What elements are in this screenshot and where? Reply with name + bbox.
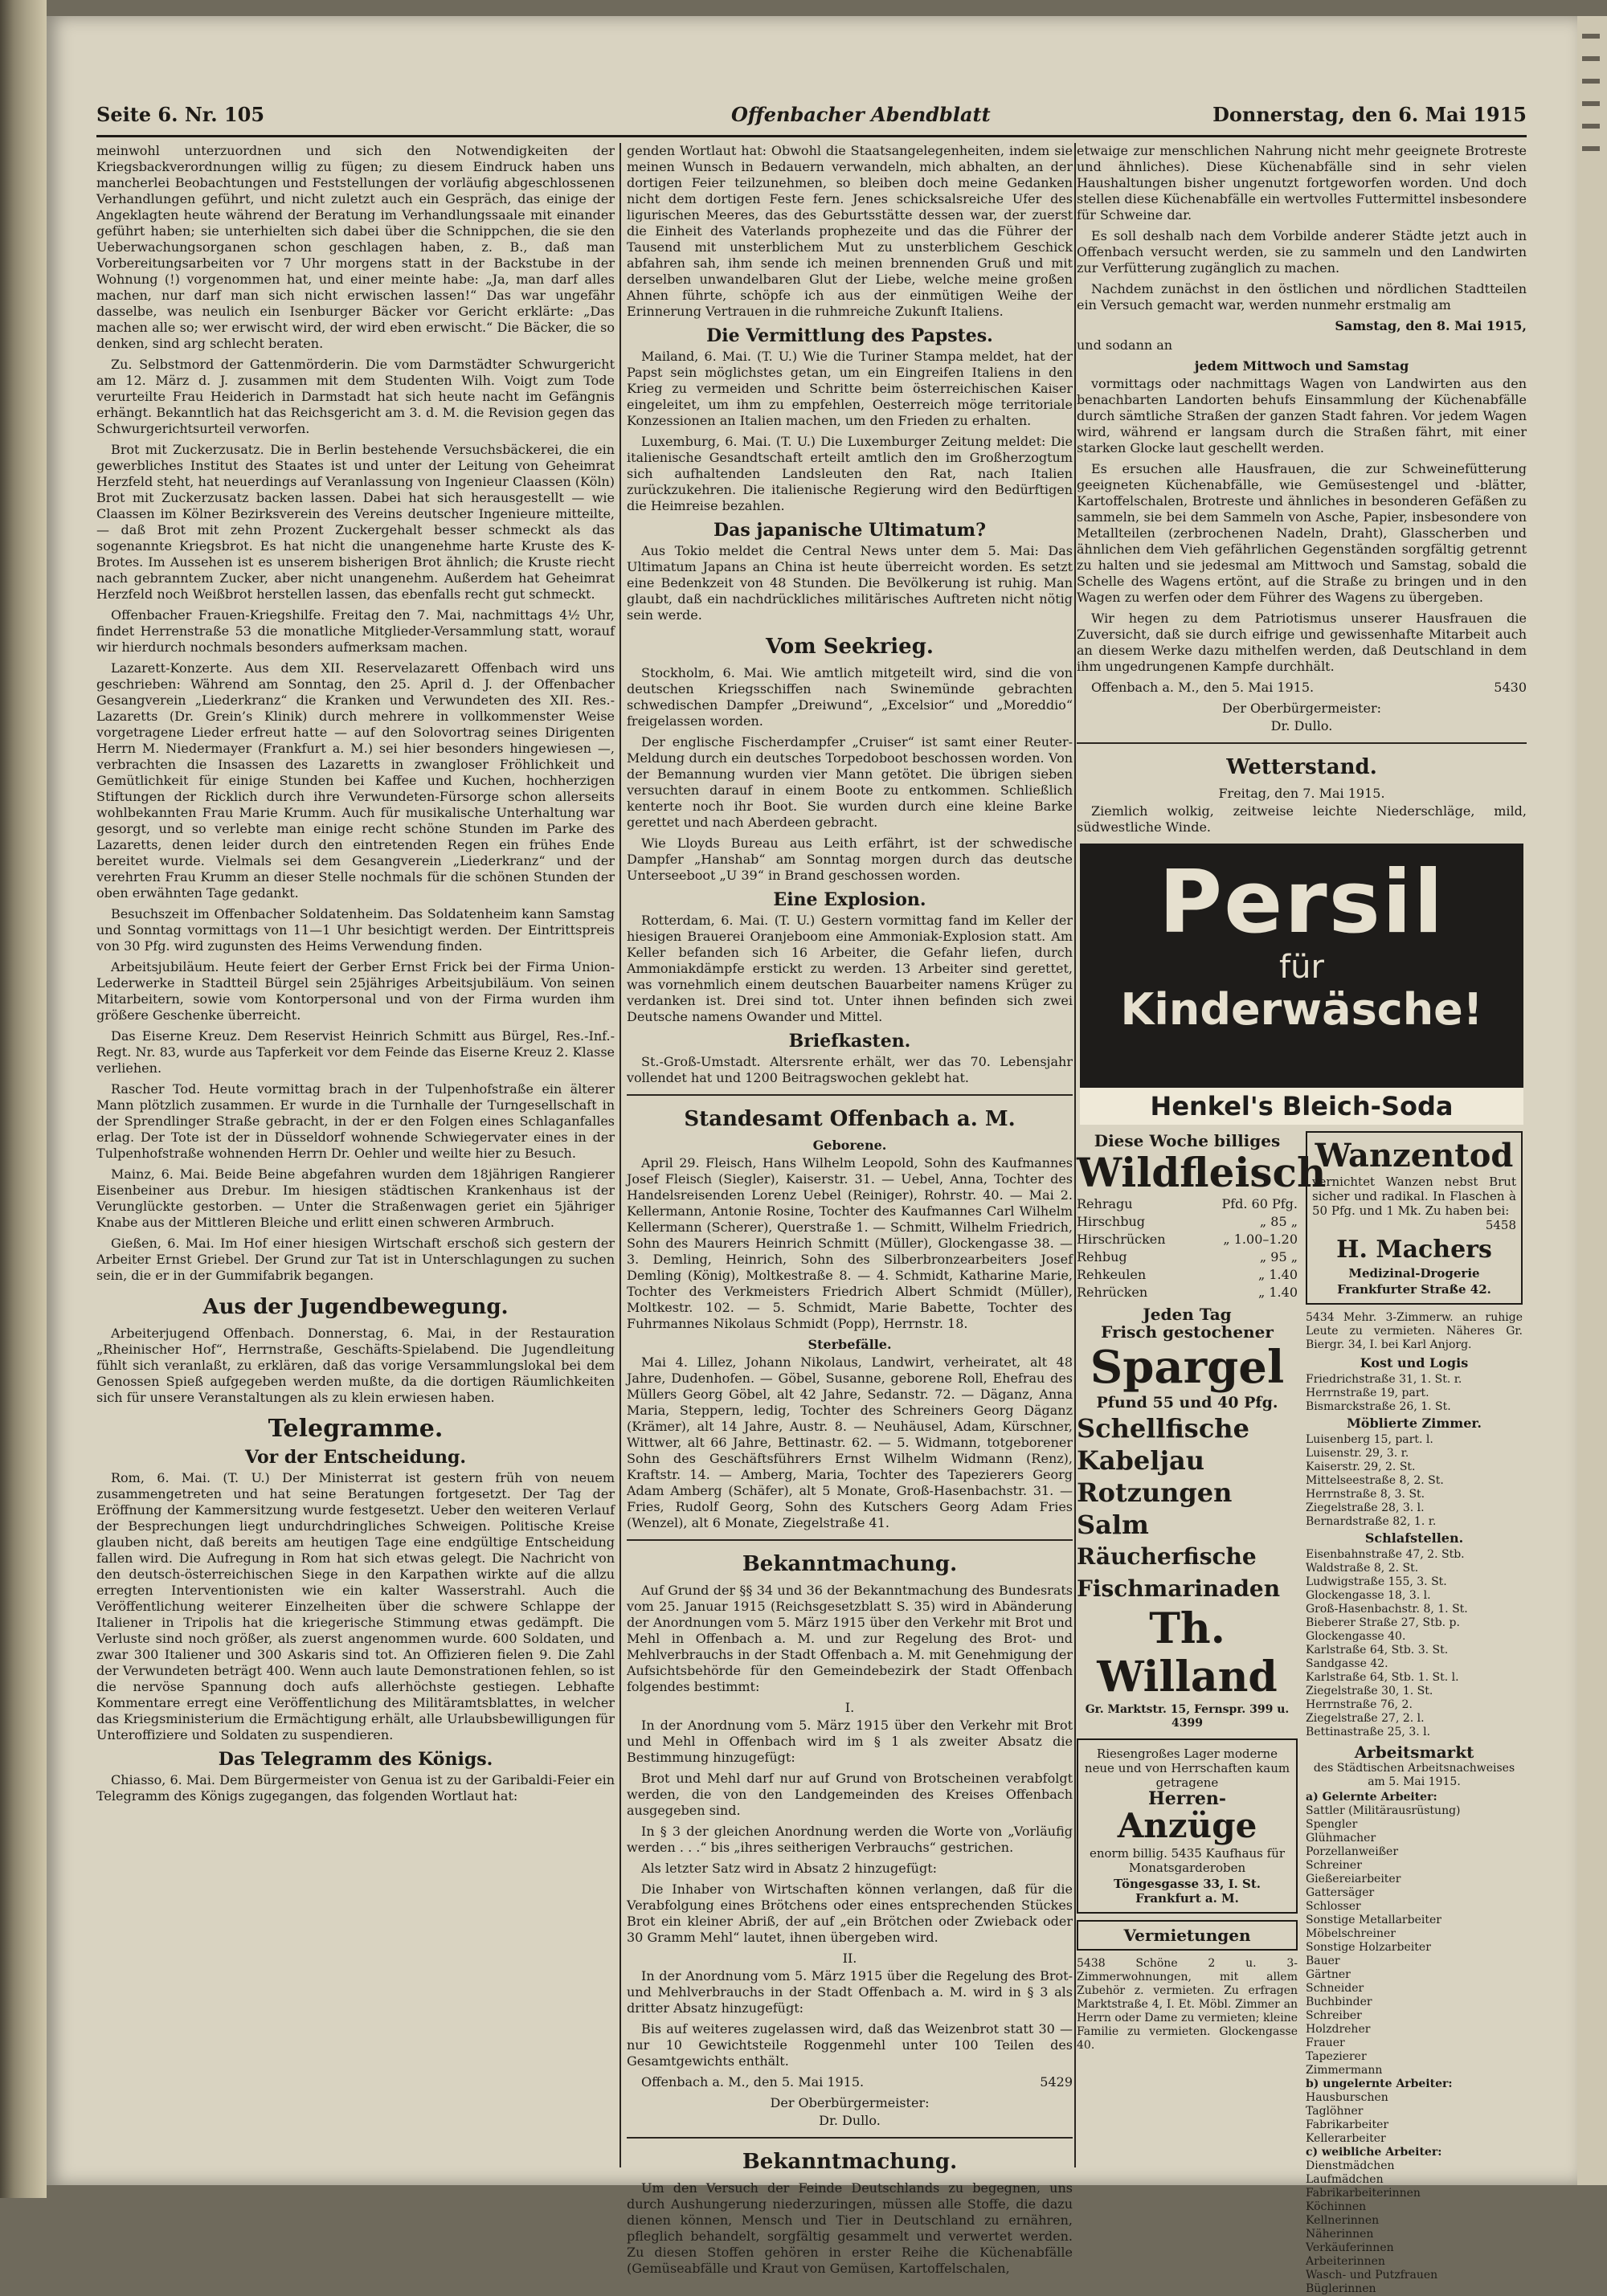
- notice-date: Offenbach a. M., den 5. Mai 1915. 5430: [1091, 680, 1527, 695]
- page-number: Seite 6. Nr. 105: [96, 103, 265, 126]
- article-heading: Briefkasten.: [788, 1031, 911, 1052]
- job-item: Verkäuferinnen: [1306, 2241, 1394, 2254]
- weather-heading: Wetterstand.: [1226, 755, 1377, 779]
- notice-text: Es ersuchen alle Hausfrauen, die zur Schweinefütterung geeigneten Küchenabfälle, wie Gemüsestengel und -blätter, Kartoffelschalen, Brotreste und ähnliches in besonderen Gefäßen zu sammeln, sie bei dem Sammeln von Asche, Papier, insbesondere von Metallteilen (zerbrochenen Nadeln, Draht), Glasscherben und ähnlichen dem Vieh gefährlichen Gegenständen sorgfältig getrennt zu halten und sie jedesmal am Mittwoch und Samstag, sobald die Schelle des Wagens ertönt, auf die Straße zu bringen und in den Wagen zu werfen oder dem Führer des Wagens zu übergeben.: [1077, 461, 1527, 605]
- article-text: Zu. Selbstmord der Gattenmörderin. Die vom Darmstädter Schwurgericht am 12. März d. J. zusammen mit dem Studenten Wilh. Voigt zum Tode verurteilte Frau Heiderich in Darmstadt hat sich heute nacht im Gefängnis erhängt. Bekanntlich hat das Reichsgericht am 3. d. M. die Revision gegen das Schwurgerichtsurteil verworfen.: [96, 357, 615, 436]
- article-text: Chiasso, 6. Mai. Dem Bürgermeister von Genua ist zu der Garibaldi-Feier ein Telegramm des Königs zugegangen, das folgenden Wortlaut hat:: [96, 1772, 615, 1804]
- vermietungen-heading: Vermietungen: [1123, 1926, 1251, 1945]
- column-left: [96, 143, 615, 2175]
- job-item: Sonstige Metallarbeiter: [1306, 1914, 1441, 1926]
- notice-text: Nachdem zunächst in den östlichen und nördlichen Stadtteilen ein Versuch gemacht war, werden nunmehr erstmalig am: [1077, 281, 1527, 313]
- job-category: b) ungelernte Arbeiter:: [1306, 2077, 1453, 2090]
- article-text: Rom, 6. Mai. (T. U.) Der Ministerrat ist gestern früh von neuem zusammengetreten und hat seine Beratungen fortgesetzt. Der Tag der Eröffnung der Kammersitzung wurde festgesetzt. Ueber den weiteren Verlauf der Besprechungen liegt undurchdringliches Schweigen. Politische Kreise glauben nicht, daß bereits am heutigen Tage eine endgültige Entscheidung fallen wird. Die Aufregung in Rom hat sich etwas gelegt. Die Nachricht von den deutsch-österreichischen Siege in den Karpathen wirkte auf die allzu erregten Interventionisten wie ein kalter Wasserstrahl. Auch die Veröffentlichung weiterer Einzelheiten über die schwere Schlappe der Italiener in Tripolis hat die kriegerische Stimmung etwas gedämpft. Die Verluste sind noch größer, als zuerst angenommen wurde. 600 Soldaten, und zwar 300 Italiener und 300 Askaris sind tot. An Offizieren fielen 9. Die Zahl der Verwundeten beträgt 400. Wenn auch laute Demonstrationen fehlen, so ist die nervöse Spannung doch aufs allerhöchste gestiegen. Lebhafte Kommentare erregt eine Veröffentlichung des Militäramtsblattes, in welcher das Kriegsministerium die Ermächtigung erhält, alle Urlaubsbewilligungen für Unteroffiziere und Soldaten zu suspendieren.: [96, 1470, 615, 1742]
- spargel-price: Pfund 55 und 40 Pfg.: [1096, 1394, 1278, 1412]
- article-text: Rascher Tod. Heute vormittag brach in der Tulpenhofstraße ein älterer Mann plötzlich zusammen. Er wurde in die Turnhalle der Turngesellschaft in der Sprendlinger Straße gebracht, in der er den Folgen eines Schlaganfalles erlag. Der Tote ist der in Düsseldorf wohnende Schwiegervater eines in der Tulpenhofstraße wohnenden Herrn Dr. Oehler und weilte hier zu Besuch.: [96, 1081, 615, 1161]
- anzuege-text: enorm billig. 5435 Kaufhaus für Monatsgarderoben: [1089, 1846, 1286, 1875]
- job-item: Zimmermann: [1306, 2064, 1383, 2077]
- anzuege-ad: [1077, 1738, 1298, 1914]
- classified-item: Ziegelstraße 28, 3. l.: [1306, 1501, 1425, 1514]
- classified-item: Herrnstraße 8, 3. St.: [1306, 1488, 1425, 1501]
- wild-ad-title: Wildfleisch: [1077, 1149, 1327, 1196]
- article-text: Mailand, 6. Mai. (T. U.) Wie die Turiner Stampa meldet, hat der Papst sein möglichstes getan, um ein Eingreifen Italiens in den Krieg zu vermeiden und Schritte beim österreichischen Kaiser eingeleitet, um ihm zu empfehlen, Oesterreich möge territoriale Konzessionen an Italien machen, um den Frieden zu erhalten.: [627, 349, 1073, 428]
- classified-item: Herrnstraße 76, 2.: [1306, 1698, 1413, 1711]
- price-row: Rehbug „ 95 „: [1077, 1249, 1298, 1264]
- classified-item: Ludwigstraße 155, 3. St.: [1306, 1575, 1447, 1588]
- job-item: Porzellanweißer: [1306, 1845, 1399, 1858]
- price-row: Rehkeulen „ 1.40: [1077, 1267, 1298, 1282]
- wild-price-list: [1077, 1195, 1298, 1301]
- classified-item: Glockengasse 18, 3. l.: [1306, 1589, 1431, 1602]
- job-item: Taglöhner: [1306, 2105, 1364, 2118]
- page-header: [96, 103, 1527, 135]
- notice-text: Um den Versuch der Feinde Deutschlands zu begegnen, uns durch Aushungerung niederzuringen, müssen alle Stoffe, die dazu dienen können, Mensch und Tier in Deutschland zu ernähren, pfleglich behandelt, sorgfältig gesammelt und verwertet werden. Zu diesen Stoffen gehören in erster Reihe die Küchenabfälle (Gemüseabfälle und Kraut von Gemüsen, Kartoffelschalen,: [627, 2180, 1073, 2276]
- header-rule: [96, 135, 1527, 137]
- price-row: Rehrücken „ 1.40: [1077, 1285, 1298, 1300]
- classified-item: Mittelseestraße 8, 2. St.: [1306, 1474, 1444, 1487]
- section-rule: [627, 2137, 1073, 2139]
- article-text: Arbeitsjubiläum. Heute feiert der Gerber Ernst Frick bei der Firma Union-Lederwerke in Stadtteil Bürgel sein 25jähriges Arbeitsjubiläum. Von seinen Mitarbeitern, sowie vom Kontorpersonal und von der Firma wurden ihm größere Geschenke überreicht.: [96, 959, 615, 1023]
- signature-name: Dr. Dullo.: [1270, 718, 1333, 733]
- fish-item: Kabeljau: [1077, 1445, 1205, 1476]
- classified-item: Karlstraße 64, Stb. 1. St. l.: [1306, 1671, 1459, 1684]
- notice-text: Als letzter Satz wird in Absatz 2 hinzugefügt:: [641, 1861, 938, 1876]
- article-text: Wie Lloyds Bureau aus Leith erfährt, ist der schwedische Dampfer „Hanshab“ am Sonntag morgen durch das deutsche Unterseeboot „U 39“ in Brand geschossen worden.: [627, 835, 1073, 883]
- roman-numeral: I.: [844, 1700, 855, 1715]
- classified-item: Ziegelstraße 27, 2. l.: [1306, 1712, 1425, 1725]
- article-text: Arbeiterjugend Offenbach. Donnerstag, 6. Mai, in der Restauration „Rheinischer Hof“, Herrnstraße, Geschäfts-Spielabend. Die Jugendleitung fühlt sich veranlaßt, zu erklären, daß das vorige Versammlungslokal bei dem Genossen Spieß aufgegeben werden mußte, da die dortigen Räumlichkeiten sich für unsere Veranstaltungen als zu klein erwiesen haben.: [96, 1326, 615, 1405]
- article-text: Luxemburg, 6. Mai. (T. U.) Die Luxemburger Zeitung meldet: Die italienische Gesandtschaft erteilt amtlich den im Großherzogtum sich aufhaltenden Landsleuten den Rat, nach Italien zurückzukehren. Die italienische Regierung wird den Bedürftigen die Heimreise bezahlen.: [627, 434, 1073, 513]
- notice-text: In der Anordnung vom 5. März 1915 über die Regelung des Brot- und Mehlverbrauchs in der Stadt Offenbach a. M. wird in § 3 als dritter Absatz hinzugefügt:: [627, 1968, 1073, 2016]
- classified-item: Groß-Hasenbachstr. 8, 1. St.: [1306, 1603, 1468, 1616]
- job-item: Wasch- und Putzfrauen: [1306, 2269, 1438, 2282]
- notice-text: Brot und Mehl darf nur auf Grund von Brotscheinen verabfolgt werden, die von den Landgemeinden des Kreises Offenbach ausgegeben sind.: [627, 1771, 1073, 1818]
- notice-text: vormittags oder nachmittags Wagen von Landwirten aus den benachbarten Landorten behufs Einsammlung der Küchenabfälle durch sämtliche Straßen der ganzen Stadt fahren. Vor jedem Wagen wird, während er langsam durch die Straßen fährt, mit einer starken Glocke laut geschellt werden.: [1077, 376, 1527, 456]
- job-item: Arbeiterinnen: [1306, 2255, 1385, 2268]
- job-item: Kellerarbeiter: [1306, 2132, 1386, 2145]
- column-divider: [619, 143, 621, 2167]
- persil-for: für: [1279, 949, 1324, 986]
- article-text: Der englische Fischerdampfer „Cruiser“ ist samt einer Reuter-Meldung durch ein deutsches Torpedoboot beschossen worden. Von der Bemannung wurden vier Mann getötet. Die übrigen sieben versuchten darauf in einem Boote zu entkommen. Schließlich kenterte noch ihr Boot. Sie wurden durch eine kleine Barke gerettet und nach Aberdeen gebracht.: [627, 734, 1073, 830]
- weather-date: Freitag, den 7. Mai 1915.: [1218, 786, 1385, 801]
- weather-text: Ziemlich wolkig, zeitweise leichte Niederschläge, mild, südwestliche Winde.: [1077, 803, 1527, 835]
- signature-title: Der Oberbürgermeister:: [770, 2095, 930, 2110]
- ad-number: 5458: [1485, 1218, 1516, 1232]
- article-heading: Das Telegramm des Königs.: [218, 1749, 493, 1770]
- notice-text: In der Anordnung vom 5. März 1915 über den Verkehr mit Brot und Mehl in Offenbach wird im § 1 als zweiter Absatz die Bestimmung hinzugefügt:: [627, 1718, 1073, 1765]
- anzuege-title: Anzüge: [1117, 1806, 1257, 1845]
- job-item: Tapezierer: [1306, 2050, 1367, 2063]
- register-entries: Mai 4. Lillez, Johann Nikolaus, Landwirt, verheiratet, alt 48 Jahre, Dudenhofen. — Göbel, Susanne, geborene Roll, Ehefrau des Müllers Georg Göbel, alt 42 Jahre, Sedanstr. 72. — Däganz, Anna Maria, Steppern, ledig, Tochter des Schreiners Georg Däganz (Krämer), alt 14 Jahre, Austr. 8. — Neuhäusel, Adam, Kürschner, Wittwer, alt 66 Jahre, Bettinastr. 62. — 5. Widmann, totgeborener Sohn des Geschäftsführers Ernst Wilhelm Widmann (Renz), Kraftstr. 14. — Amberg, Maria, Tochter des Tapezierers Georg Adam Amberg (Schäfer), alt 5 Monate, Groß-Hasenbachstr. 31. — Fries, Rudolf Georg, Sohn des Kutschers Georg Adam Fries (Wenzel), alt 6 Monate, Ziegelstraße 41.: [627, 1354, 1073, 1530]
- register-entries: April 29. Fleisch, Hans Wilhelm Leopold, Sohn des Kaufmannes Josef Fleisch (Siegler), Kaiserstr. 31. — Uebel, Anna, Tochter des Handelsreisenden Lorenz Uebel (Reiniger), Rohrstr. 40. — Mai 2. Kellermann, Antonie Rosine, Tochter des Kaufmannes Carl Wilhelm Kellermann (Scherer), Querstraße 1. — Schmitt, Wilhelm Friedrich, Sohn des Maurers Heinrich Schmitt (Müller), Glockengasse 38. — 3. Demling, Heinrich, Sohn des Silberbronzearbeiters Josef Demling (König), Moltkestraße 8. — 4. Schmidt, Katharine Marie, Tochter des Verkmeisters Friedrich Albert Schmidt (Müller), Moltkestr. 102. — 5. Schmidt, Marie Babette, Tochter des Fuhrmannes Nikolaus Schmidt (Popp), Herrnstr. 18.: [627, 1155, 1073, 1331]
- job-item: Schreiber: [1306, 2009, 1362, 2022]
- classified-item: Luisenberg 15, part. l.: [1306, 1433, 1433, 1446]
- price-row: Hirschbug „ 85 „: [1077, 1214, 1298, 1229]
- job-item: Gärtner: [1306, 1968, 1351, 1981]
- article-text: meinwohl unterzuordnen und sich den Notwendigkeiten der Kriegsbackverordnungen willig zu fügen; zu diesem Eindruck haben uns mancherlei Beobachtungen und Feststellungen der vorläufig abgeschlossenen Verhandlungen geführt, und nicht zuletzt auch ein Gespräch, das einige der Angeklagten heute während der Beratung im Verhandlungssaale mit einander geführt haben; sie unterhielten sich dabei über die Schnippchen, die sie den Ueberwachungsorganen schon geschlagen haben, z. B., daß man Vorbereitungsarbeiten vor 7 Uhr morgens statt in der Backstube in der Wohnung (!) vorgenommen hat, und einer meinte habe: „Ja, man darf alles machen, nur darf man sich nicht erwischen lassen!“ Das war ungefähr dasselbe, was neulich ein Isenburger Bäcker vor Gericht erklärte: „Das machen alle so; wer erwischt wird, der wird eben erwischt.“ Die Bäcker, die so denken, sind arg schlecht beraten.: [96, 143, 615, 351]
- classified-text: 5438 Schöne 2 u. 3-Zimmerwohnungen, mit allem Zubehör z. vermieten. Zu erfragen Marktstraße 4, I. Et. Möbl. Zimmer an Herrn oder Dame zu vermieten; kleine Familie zu vermieten. Glockengasse 40.: [1077, 1957, 1298, 2052]
- job-item: Dienstmädchen: [1306, 2159, 1395, 2172]
- job-item: Hausburschen: [1306, 2091, 1388, 2104]
- section-heading: Aus der Jugendbewegung.: [202, 1295, 509, 1319]
- article-text: Besuchszeit im Offenbacher Soldatenheim. Das Soldatenheim kann Samstag und Sonntag vormittags von 11—1 Uhr besichtigt werden. Der Eintrittspreis von 30 Pfg. wird zugunsten des Heims Verwendung finden.: [96, 906, 615, 954]
- notice-text: Wir hegen zu dem Patriotismus unserer Hausfrauen die Zuversicht, daß sie durch eifrige und gewissenhafte Mitarbeit auch an diesem Werke dazu mithelfen werden, daß Deutschland in dem ihm ungedrungenen Kampfe durchhält.: [1077, 611, 1527, 674]
- willand-name: Th. Willand: [1097, 1604, 1278, 1702]
- spargel-ad-top: Jeden Tag: [1143, 1305, 1232, 1324]
- notice-text: und sodann an: [1077, 337, 1173, 353]
- notice-date-emphasis: Samstag, den 8. Mai 1915,: [1335, 318, 1527, 333]
- job-item: Spengler: [1306, 1818, 1358, 1831]
- adjacent-page-edge: [1577, 16, 1607, 2185]
- machers-address: Frankfurter Straße 42.: [1337, 1282, 1491, 1297]
- article-heading: Vor der Entscheidung.: [244, 1447, 467, 1468]
- section-heading: Standesamt Offenbach a. M.: [684, 1107, 1016, 1131]
- notice-heading: Bekanntmachung.: [742, 1552, 958, 1576]
- section-rule: [627, 1539, 1073, 1541]
- article-heading: Eine Explosion.: [773, 889, 926, 910]
- classified-item: Bieberer Straße 27, Stb. p.: [1306, 1616, 1460, 1629]
- classified-item: Bettinastraße 25, 3. l.: [1306, 1726, 1431, 1738]
- job-item: Büglerinnen: [1306, 2282, 1376, 2295]
- article-text: Stockholm, 6. Mai. Wie amtlich mitgeteilt wird, sind die von deutschen Kriegsschiffen nach Swinemünde gebrachten schwedischen Dampfer „Dreiwund“, „Excelsior“ und „Moreddio“ freigelassen worden.: [627, 665, 1073, 729]
- classified-item: Karlstraße 64, Stb. 3. St.: [1306, 1644, 1449, 1657]
- persil-brand-strip: Henkel's Bleich-Soda: [1080, 1088, 1523, 1125]
- article-text: Gießen, 6. Mai. Im Hof einer hiesigen Wirtschaft erschoß sich gestern der Arbeiter Ernst Griebel. Der Grund zur Tat ist in Unterschlagungen zu suchen sein, die er in der Gummifabrik begangen.: [96, 1236, 615, 1283]
- persil-advertisement: [1080, 844, 1523, 1125]
- notice-date-emphasis: jedem Mittwoch und Samstag: [1194, 358, 1409, 374]
- price-row: Hirschrücken „ 1.00–1.20: [1077, 1232, 1298, 1247]
- signature-title: Der Oberbürgermeister:: [1222, 701, 1381, 716]
- masthead-title: Offenbacher Abendblatt: [731, 103, 991, 126]
- article-text: Das Eiserne Kreuz. Dem Reservist Heinrich Schmitt aus Bürgel, Res.-Inf.-Regt. Nr. 83, wurde aus Tapferkeit vor dem Feinde das Eiserne Kreuz 2. Klasse verliehen.: [96, 1028, 615, 1076]
- machers-name: H. Machers: [1336, 1236, 1492, 1264]
- job-item: Schlosser: [1306, 1900, 1361, 1913]
- notice-text: Es soll deshalb nach dem Vorbilde anderer Städte jetzt auch in Offenbach versucht werden, sie zu sammeln und den Landwirten zur Verfütterung zugänglich zu machen.: [1077, 228, 1527, 276]
- notice-number: 5429: [1040, 2074, 1073, 2090]
- job-item: Sattler (Militärausrüstung): [1306, 1804, 1461, 1817]
- job-item: Gattersäger: [1306, 1886, 1375, 1899]
- job-item: Frauer: [1306, 2037, 1345, 2049]
- notice-heading: Bekanntmachung.: [742, 2150, 958, 2174]
- job-item: Laufmädchen: [1306, 2173, 1384, 2186]
- notice-text: In § 3 der gleichen Anordnung werden die Worte von „Vorläufig werden . . .“ bis „ihres seitherigen Verbrauchs“ gestrichen.: [627, 1824, 1073, 1855]
- subheading: Sterbefälle.: [808, 1337, 892, 1352]
- fish-item: Schellfische: [1077, 1413, 1249, 1444]
- anzuege-address: Töngesgasse 33, I. St. Frankfurt a. M.: [1113, 1877, 1261, 1906]
- signature-name: Dr. Dullo.: [819, 2113, 881, 2128]
- job-category: a) Gelernte Arbeiter:: [1306, 1791, 1437, 1804]
- classified-item: Ziegelstraße 30, 1. St.: [1306, 1685, 1433, 1697]
- section-heading: Telegramme.: [268, 1415, 444, 1443]
- notice-text: etwaige zur menschlichen Nahrung nicht mehr geeignete Brotreste und ähnliches). Diese Küchenabfälle sind in sehr vielen Haushaltungen bisher ungenutzt fortgeworfen worden. Und doch stellen diese Küchenabfälle ein wertvolles Futtermittel insbesondere für Schweine dar.: [1077, 143, 1527, 223]
- job-item: Schreiner: [1306, 1859, 1362, 1872]
- article-heading: Die Vermittlung des Papstes.: [706, 325, 993, 346]
- notice-text: Auf Grund der §§ 34 und 36 der Bekanntmachung des Bundesrats vom 25. Januar 1915 (Reichsgesetzblatt S. 35) wird in Abänderung der Anordnungen vom 5. März 1915 über den Verkehr mit Brot und Mehl in Offenbach a. M. und zur Regelung des Brot- und Mehlverbrauchs in der Stadt Offenbach a. M. mit Genehmigung der Aufsichtsbehörde für den Gemeindebezirk der Stadt Offenbach folgendes bestimmt:: [627, 1583, 1073, 1694]
- article-text: Offenbacher Frauen-Kriegshilfe. Freitag den 7. Mai, nachmittags 4½ Uhr, findet Herrenstraße 53 die monatliche Mitglieder-Versammlung statt, worauf wir hierdurch nochmals besonders aufmerksam machen.: [96, 607, 615, 655]
- article-heading: Das japanische Ultimatum?: [714, 520, 986, 541]
- fish-item: Fischmarinaden: [1077, 1575, 1281, 1602]
- job-item: Näherinnen: [1306, 2228, 1374, 2241]
- arbeitsmarkt-subtitle: des Städtischen Arbeitsnachweises am 5. Mai 1915.: [1313, 1762, 1515, 1788]
- article-text: St.-Groß-Umstadt. Altersrente erhält, wer das 70. Lebensjahr vollendet hat und 1200 Beitragswochen geklebt hat.: [627, 1054, 1073, 1085]
- classified-item: Sandgasse 42.: [1306, 1657, 1388, 1670]
- issue-date: Donnerstag, den 6. Mai 1915: [1212, 103, 1527, 126]
- job-item: Holzdreher: [1306, 2023, 1371, 2036]
- classified-item: Kaiserstr. 29, 2. St.: [1306, 1461, 1416, 1473]
- notice-text: Die Inhaber von Wirtschaften können verlangen, daß für die Verabfolgung eines Brötchens oder eines entsprechenden Stückes Brot ein kleiner Abriß, der auf „ein Brötchen oder Zwieback oder 30 Gramm Mehl“ lautet, ihnen übergeben wird.: [627, 1881, 1073, 1945]
- persil-tagline: Kinderwäsche!: [1120, 984, 1483, 1035]
- job-item: Schneider: [1306, 1982, 1364, 1995]
- article-text: Mainz, 6. Mai. Beide Beine abgefahren wurden dem 18jährigen Rangierer Eisenbeiner aus Drebur. Im hiesigen städtischen Krankenhaus ist der Verunglückte gestorben. — Unter die Straßenwagen geriet ein 5jähriger Knabe aus der Mittleren Bleiche und erlitt einen schweren Armbruch.: [96, 1166, 615, 1230]
- classified-text: 5434 Mehr. 3-Zimmerw. an ruhige Leute zu vermieten. Näheres Gr. Biergr. 34, I. bei Karl Anjorg.: [1306, 1311, 1523, 1351]
- notice-number: 5430: [1494, 680, 1527, 695]
- column-right: [1077, 143, 1527, 2295]
- job-item: Buchbinder: [1306, 1996, 1372, 2008]
- article-text: Aus Tokio meldet die Central News unter dem 5. Mai: Das Ultimatum Japans an China ist heute überreicht worden. Es setzt eine Bedenkzeit von 48 Stunden. Die Bevölkerung ist ruhig. Man glaubt, daß ein nachdrückliches militärisches Auftreten nicht nötig sein werde.: [627, 543, 1073, 623]
- job-item: Köchinnen: [1306, 2200, 1367, 2213]
- machers-subtitle: Medizinal-Drogerie: [1348, 1266, 1480, 1281]
- wanzentod-title: Wanzentod: [1315, 1137, 1514, 1175]
- article-text: Rotterdam, 6. Mai. (T. U.) Gestern vormittag fand im Keller der hiesigen Brauerei Oranjeboom eine Ammoniak-Explosion statt. Am Keller befanden sich 16 Arbeiter, die Gefahr liefen, durch Ammoniakdämpfe erstickt zu werden. 13 Arbeiter sind gerettet, was vornehmlich einem deutschen Bauarbeiter namens Krüger zu verdanken ist. Drei sind tot. Unter ihnen befinden sich zwei Deutsche namens Owander und Mittel.: [627, 913, 1073, 1024]
- wild-ad-top: Diese Woche billiges: [1094, 1131, 1281, 1150]
- classified-heading: Kost und Logis: [1360, 1355, 1469, 1371]
- classified-item: Luisenstr. 29, 3. r.: [1306, 1447, 1409, 1460]
- job-item: Fabrikarbeiterinnen: [1306, 2187, 1421, 2200]
- job-category: c) weibliche Arbeiter:: [1306, 2146, 1442, 2159]
- column-divider: [1074, 143, 1076, 2167]
- arbeitsmarkt-heading: Arbeitsmarkt: [1354, 1742, 1474, 1762]
- article-heading: Vom Seekrieg.: [766, 635, 934, 659]
- classified-heading: Schlafstellen.: [1364, 1530, 1464, 1546]
- spargel-title: Spargel: [1090, 1341, 1285, 1394]
- vermietungen-box: [1077, 1920, 1298, 1951]
- classified-item: Friedrichstraße 31, 1. St. r.: [1306, 1373, 1462, 1386]
- classified-item: Eisenbahnstraße 47, 2. Stb.: [1306, 1548, 1465, 1561]
- classified-item: Waldstraße 8, 2. St.: [1306, 1562, 1419, 1575]
- job-item: Gießereiarbeiter: [1306, 1873, 1401, 1885]
- classified-item: Glockengasse 40.: [1306, 1630, 1406, 1643]
- classified-item: Bernardstraße 82, 1. r.: [1306, 1515, 1437, 1528]
- willand-address: Gr. Marktstr. 15, Fernspr. 399 u. 4399: [1085, 1703, 1290, 1730]
- advertisement-block: [1077, 1131, 1527, 2295]
- anzuege-top: Riesengroßes Lager moderne neue und von Herrschaften kaum getragene: [1084, 1747, 1290, 1790]
- job-item: Kellnerinnen: [1306, 2214, 1380, 2227]
- job-item: Fabrikarbeiter: [1306, 2118, 1389, 2131]
- job-item: Glühmacher: [1306, 1832, 1376, 1845]
- article-text: Brot mit Zuckerzusatz. Die in Berlin bestehende Versuchsbäckerei, die ein gewerbliches Institut des Staates ist und unter der Leitung von Geheimrat Herzfeld steht, hat neuerdings auf Veranlassung von Ingenieur Claassen (Köln) Brot mit Zuckerzusatz backen lassen. Dabei hat sich herausgestellt — wie Claassen im Kölner Bezirksverein des Vereins deutscher Ingenieure mitteilte, — daß Brot mit zehn Prozent Zuckergehalt besser schmeckt als das sogenannte Kriegsbrot. Es hat nicht die unangenehme harte Kruste des K-Brotes. Im Aussehen ist es unserem bisherigen Brot ähnlich; die Kruste riecht nach gebranntem Zucker, aber nicht unangenehm. Außerdem hat Geheimrat Herzfeld noch Weißbrot herstellen lassen, das ebenfalls recht gut schmeckt.: [96, 442, 615, 602]
- book-binding: [0, 0, 47, 2198]
- anzuege-herren: Herren-: [1147, 1788, 1227, 1809]
- section-rule: [627, 1094, 1073, 1096]
- advertisement-right: [1306, 1131, 1523, 2295]
- job-item: Bauer: [1306, 1955, 1340, 1967]
- article-text: genden Wortlaut hat: Obwohl die Staatsangelegenheiten, indem sie meinen Wunsch in Bedauern verwandeln, mich abhalten, an der dortigen Feier teilzunehmen, so bleiben doch meine Gedanken nicht dem dortigen Feste fern. Jenes schicksalsreiche Ufer des ligurischen Meeres, das des Geburtsstätte dessen war, der zuerst die Einheit des Vaterlands prophezeite und das die Führer der Tausend mit unsterblichem Mut zu unsterblichem Geschick abfahren sah, ihm sende ich meinen brennenden Gruß und mit derselben unwandelbaren Glut der Liebe, welche meine großen Ahnen führte, schöpfe ich aus der einmütigen Weihe der Erinnerung Vertrauen in die ruhmreiche Zukunft Italiens.: [627, 143, 1073, 319]
- notice-text: Bis auf weiteres zugelassen wird, daß das Weizenbrot statt 30 — nur 10 Gewichtsteile Roggenmehl unter 100 Teilen des Gesamtgewichts enthält.: [627, 2021, 1073, 2069]
- wanzentod-text: vernichtet Wanzen nebst Brut sicher und radikal. In Flaschen à 50 Pfg. und 1 Mk. Zu haben bei:: [1312, 1175, 1516, 1218]
- subheading: Geborene.: [812, 1138, 887, 1153]
- classified-heading: Möblierte Zimmer.: [1347, 1416, 1482, 1431]
- job-item: Sonstige Holzarbeiter: [1306, 1941, 1431, 1954]
- price-row: Rehragu Pfd. 60 Pfg.: [1077, 1196, 1298, 1211]
- fish-item: Räucherfische: [1077, 1543, 1257, 1570]
- column-middle: [627, 143, 1073, 2276]
- spargel-ad-sub: Frisch gestochener: [1101, 1322, 1274, 1342]
- classified-item: Bismarckstraße 26, 1. St.: [1306, 1400, 1451, 1413]
- classified-item: Herrnstraße 19, part.: [1306, 1387, 1429, 1399]
- notice-date: Offenbach a. M., den 5. Mai 1915. 5429: [641, 2074, 1073, 2090]
- persil-logo: Persil: [1159, 852, 1445, 953]
- wanzentod-ad: [1306, 1131, 1523, 1305]
- roman-numeral: II.: [842, 1951, 857, 1966]
- job-item: Möbelschreiner: [1306, 1927, 1396, 1940]
- fish-item: Salm: [1077, 1510, 1149, 1540]
- fish-item: Rotzungen: [1077, 1477, 1233, 1508]
- article-text: Lazarett-Konzerte. Aus dem XII. Reservelazarett Offenbach wird uns geschrieben: Während am Sonntag, den 25. April d. J. der Offenbacher Gesangverein „Liederkranz“ die Kranken und Verwundeten des XII. Res.-Lazaretts (Dr. Grein’s Klinik) durch mehrere in vollkommenster Weise vorgetragene Lieder erfreut hatte — auf den Solovortrag seines Dirigenten Herrn M. Niedermayer (Frankfurt a. M.) sei hier besonders hingewiesen —, verbrachten die Insassen des Lazaretts in zwangloser Fröhlichkeit und Gemütlichkeit für einige Stunden bei Kaffee und Kuchen, hochherzigen Stiftungen der Ricklich durch ihre Verwundeten-Fürsorge schon allerseits wohlbekannten Frau Marie Krumm. Auch für musikalische Unterhaltung war gesorgt, und so verlebte man einige recht schöne Stunden im Parke des Lazaretts, denen leider durch den eintretenden Regen ein frühes Ende bereitet wurde. Vielmals sei dem Gesangverein „Liederkranz“ und der verehrten Frau Krumm an dieser Stelle nochmals für die schönen Stunden der oben erwähnten Tage gedankt.: [96, 660, 615, 901]
- section-rule: [1077, 742, 1527, 744]
